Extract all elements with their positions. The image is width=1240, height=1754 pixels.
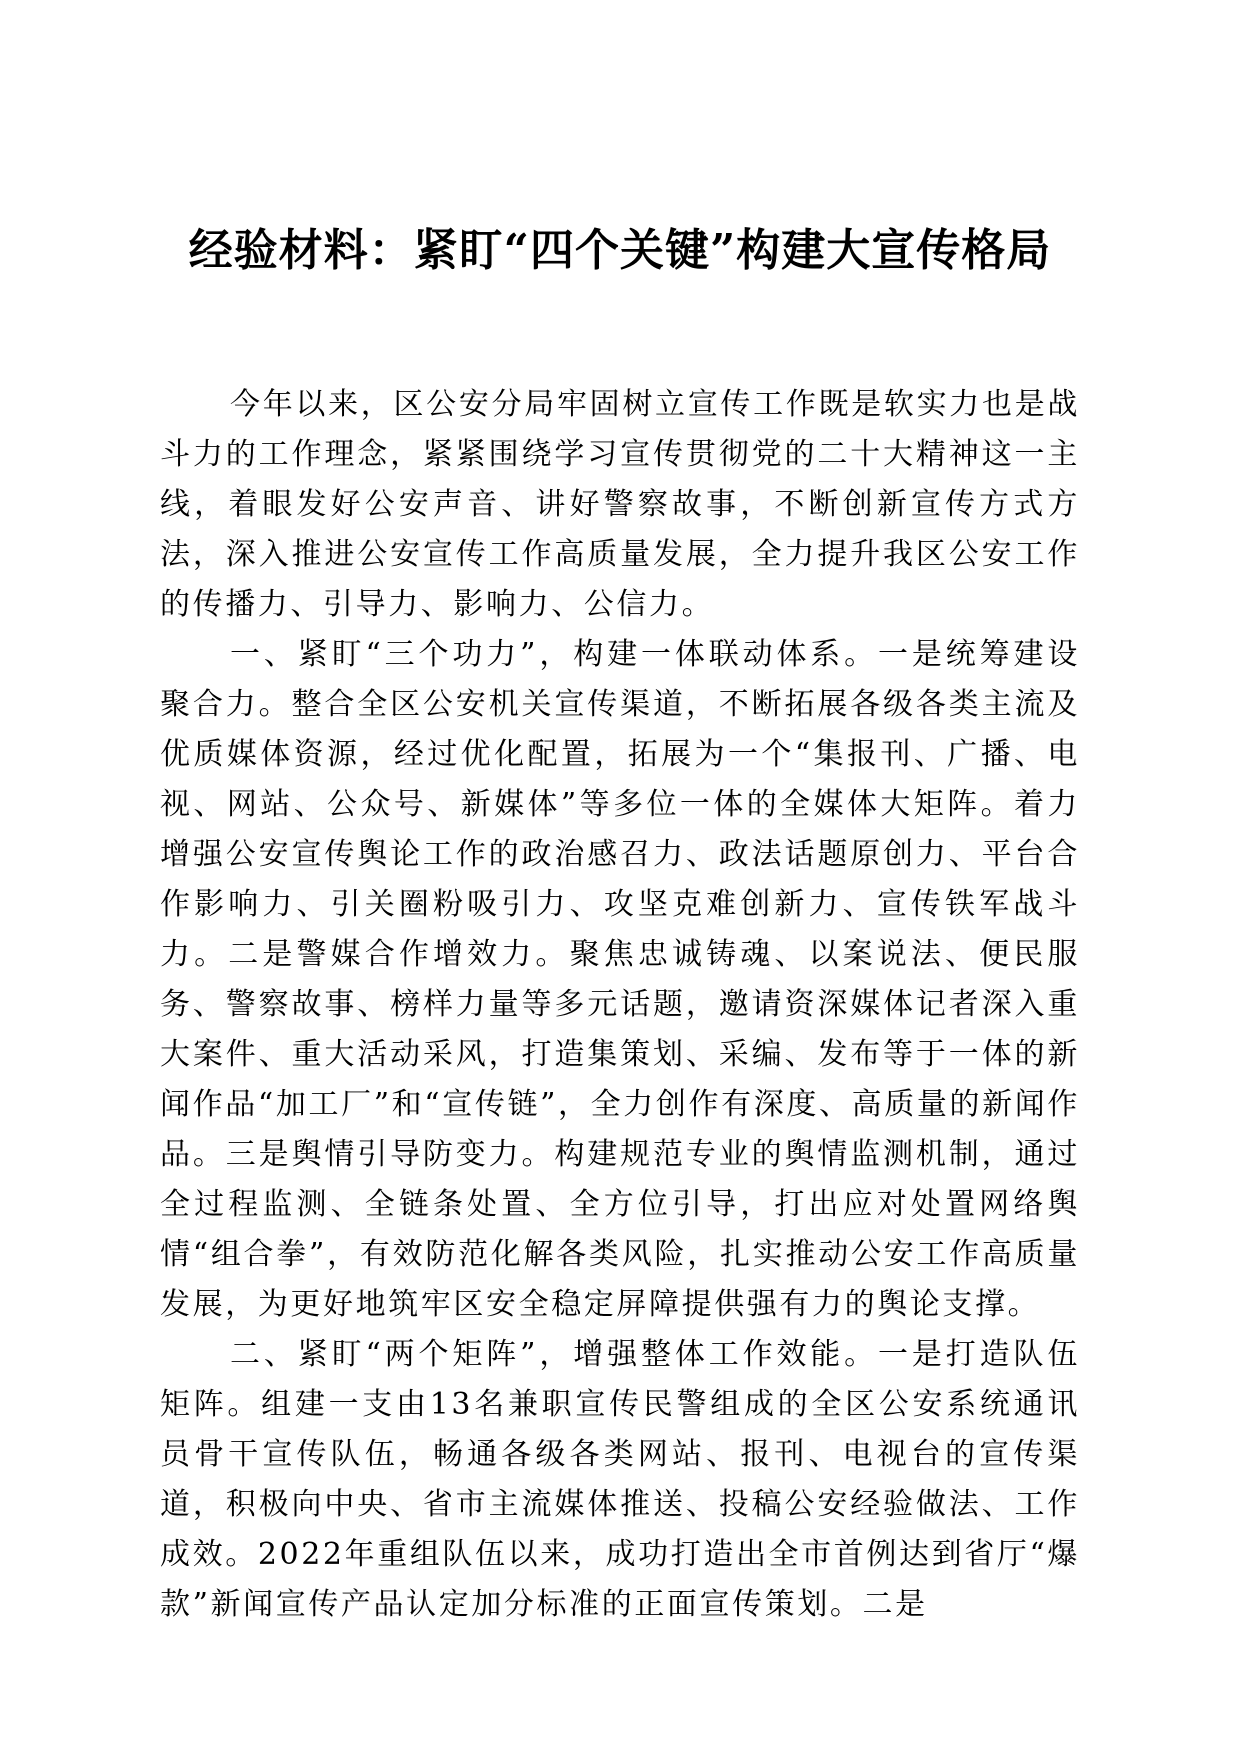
document-body — [160, 380, 1080, 1630]
paragraph-section-one: 一、紧盯“三个功力”，构建一体联动体系。一是统筹建设聚合力。整合全区公安机关宣传渠道，不断拓展各级各类主流及优质媒体资源，经过优化配置，拓展为一个“集报刊、广播、电视、网站、公众号、新媒体”等多位一体的全媒体大矩阵。着力增强公安宣传舆论工作的政治感召力、政法话题原创力、平台合作影响力、引关圈粉吸引力、攻坚克难创新力、宣传铁军战斗力。二是警媒合作增效力。聚焦忠诚铸魂、以案说法、便民服务、警察故事、榜样力量等多元话题，邀请资深媒体记者深入重大案件、重大活动采风，打造集策划、采编、发布等于一体的新闻作品“加工厂”和“宣传链”，全力创作有深度、高质量的新闻作品。三是舆情引导防变力。构建规范专业的舆情监测机制，通过全过程监测、全链条处置、全方位引导，打出应对处置网络舆情“组合拳”，有效防范化解各类风险，扎实推动公安工作高质量发展，为更好地筑牢区安全稳定屏障提供强有力的舆论支撑。 — [160, 637, 1080, 1322]
paragraph-intro: 今年以来，区公安分局牢固树立宣传工作既是软实力也是战斗力的工作理念，紧紧围绕学习宣传贯彻党的二十大精神这一主线，着眼发好公安声音、讲好警察故事，不断创新宣传方式方法，深入推进公安宣传工作高质量发展，全力提升我区公安工作的传播力、引导力、影响力、公信力。 — [160, 387, 1080, 622]
document-title: 经验材料：紧盯“四个关键”构建大宣传格局 — [188, 225, 1052, 276]
paragraph-section-two: 二、紧盯“两个矩阵”，增强整体工作效能。一是打造队伍矩阵。组建一支由13名兼职宣传民警组成的全区公安系统通讯员骨干宣传队伍，畅通各级各类网站、报刊、电视台的宣传渠道，积极向中央、省市主流媒体推送、投稿公安经验做法、工作成效。2022年重组队伍以来，成功打造出全市首例达到省厅“爆款”新闻宣传产品认定加分标准的正面宣传策划。二是 — [160, 1337, 1080, 1622]
